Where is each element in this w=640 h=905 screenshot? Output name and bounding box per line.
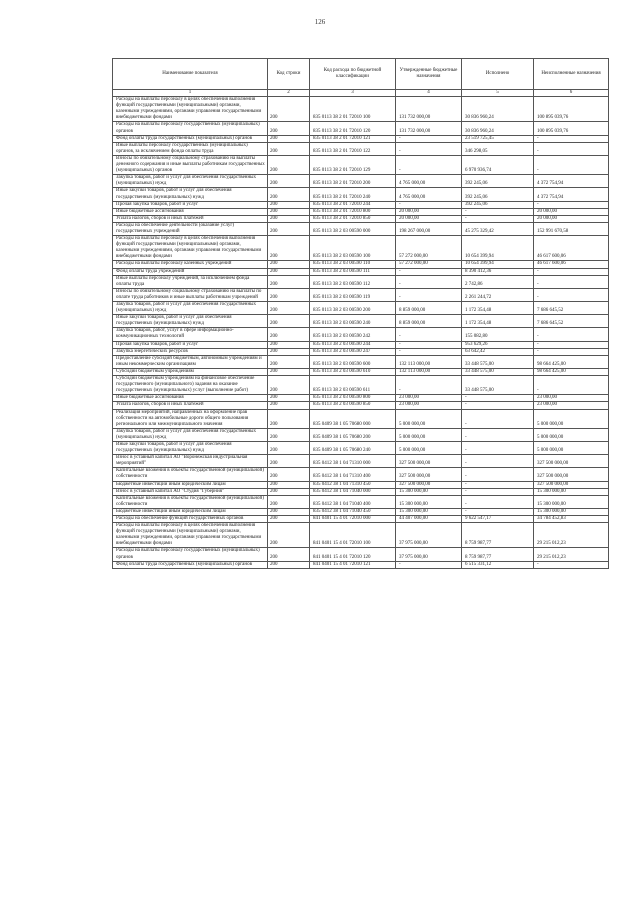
cell-executed: - (462, 402, 534, 409)
cell-line-code: 200 (268, 135, 310, 142)
cell-approved: - (396, 328, 462, 341)
cell-approved: - (396, 275, 462, 288)
cell-line-code: 200 (268, 315, 310, 328)
cell-executed: 1 172 354,48 (462, 315, 534, 328)
table-row (113, 302, 609, 315)
cell-budget-code: 835 0113 38 2 03 00590 111 (310, 268, 396, 275)
cell-budget-code: 835 0113 38 2 01 72010 200 (310, 175, 396, 188)
cell-unexecuted: - (534, 288, 609, 301)
cell-executed: 6 970 936,74 (462, 155, 534, 174)
cell-executed: - (462, 488, 534, 495)
cell-approved: - (396, 561, 462, 568)
cell-indicator-name: Реализация мероприятий, направленных на оформление прав собственности на автомобильные дороги общего пользования регионального или межмуниципального значения (113, 409, 268, 428)
header-unexecuted: Неисполненные назначения (534, 59, 609, 90)
cell-executed: 8 759 987,77 (462, 548, 534, 561)
cell-unexecuted: 7 686 645,52 (534, 302, 609, 315)
cell-indicator-name: Расходы на выплаты персоналу в целях обеспечения выполнения функций государственными (муниципальными) органами, казенными учреждениями, органами управления государственными внебюджетными фондами (113, 97, 268, 122)
table-row (113, 341, 609, 348)
table-row (113, 548, 609, 561)
cell-unexecuted: 29 215 012,23 (534, 523, 609, 548)
table-row (113, 97, 609, 122)
cell-budget-code: 835 0412 38 1 04 71310 400 (310, 468, 396, 481)
cell-executed: 33 448 575,00 (462, 355, 534, 368)
cell-approved: 37 975 000,00 (396, 548, 462, 561)
cell-line-code: 200 (268, 468, 310, 481)
cell-budget-code: 841 0401 15 4 01 72010 100 (310, 523, 396, 548)
cell-approved: - (396, 288, 462, 301)
cell-indicator-name: Фонд оплаты труда государственных (муниципальных) органов (113, 561, 268, 568)
cell-unexecuted: 5 000 000,00 (534, 409, 609, 428)
cell-budget-code: 835 0113 38 2 03 00590 611 (310, 376, 396, 395)
table-row (113, 261, 609, 268)
cell-approved: 57 272 000,00 (396, 236, 462, 261)
cell-executed: 10 654 399,94 (462, 261, 534, 268)
header-line-code: Код строки (268, 59, 310, 90)
cell-budget-code: 835 0113 38 2 03 00590 112 (310, 275, 396, 288)
cell-line-code: 200 (268, 208, 310, 215)
table-row (113, 495, 609, 508)
cell-line-code: 200 (268, 561, 310, 568)
cell-indicator-name: Взнос в уставный капитал АО "Студия "Губерния" (113, 488, 268, 495)
cell-approved: 20 000,00 (396, 208, 462, 215)
cell-line-code: 200 (268, 261, 310, 268)
cell-executed: 953 629,26 (462, 341, 534, 348)
cell-line-code: 200 (268, 302, 310, 315)
cell-budget-code: 841 0401 15 4 01 72010 120 (310, 548, 396, 561)
cell-budget-code: 835 0113 38 2 03 00590 242 (310, 328, 396, 341)
cell-approved: 23 000,00 (396, 395, 462, 402)
cell-executed: - (462, 409, 534, 428)
column-number-row (113, 90, 609, 97)
cell-indicator-name: Закупка энергетических ресурсов (113, 348, 268, 355)
cell-line-code: 200 (268, 368, 310, 375)
header-executed: Исполнено (462, 59, 534, 90)
cell-line-code: 200 (268, 495, 310, 508)
cell-budget-code: 835 0113 38 2 01 72010 129 (310, 155, 396, 174)
cell-unexecuted: 152 991 670,58 (534, 222, 609, 235)
cell-budget-code: 835 0412 38 1 04 71310 000 (310, 455, 396, 468)
cell-line-code: 200 (268, 268, 310, 275)
column-number: 4 (396, 90, 462, 97)
cell-indicator-name: Иные закупки товаров, работ и услуг для обеспечения государственных (муниципальных) нужд (113, 315, 268, 328)
cell-budget-code: 841 0401 15 4 01 72010 121 (310, 561, 396, 568)
header-budget-code: Код расхода по бюджетной классификации (310, 59, 396, 90)
cell-unexecuted: - (534, 135, 609, 142)
cell-line-code: 200 (268, 488, 310, 495)
cell-executed: 30 836 960,24 (462, 122, 534, 135)
cell-indicator-name: Уплата налогов, сборов и иных платежей (113, 215, 268, 222)
table-row (113, 409, 609, 428)
cell-unexecuted: 20 000,00 (534, 215, 609, 222)
table-row (113, 355, 609, 368)
cell-indicator-name: Расходы на выплаты персоналу государственных (муниципальных) органов (113, 122, 268, 135)
cell-executed: 63 642,42 (462, 348, 534, 355)
cell-indicator-name: Взносы по обязательному социальному страхованию на выплаты денежного содержания и иные выплаты работникам государственных (муниципальных) органов (113, 155, 268, 174)
table-row (113, 455, 609, 468)
cell-budget-code: 835 0113 38 2 01 72010 244 (310, 201, 396, 208)
cell-approved: - (396, 268, 462, 275)
cell-executed: 30 836 960,24 (462, 97, 534, 122)
cell-unexecuted: 4 372 754,94 (534, 188, 609, 201)
cell-indicator-name: Бюджетные инвестиции иным юридическим лицам (113, 508, 268, 515)
cell-unexecuted: 5 000 000,00 (534, 428, 609, 441)
table-row (113, 208, 609, 215)
table-row (113, 523, 609, 548)
cell-budget-code: 835 0113 38 2 03 00590 850 (310, 402, 396, 409)
table-row (113, 155, 609, 174)
cell-executed: - (462, 215, 534, 222)
table-row (113, 376, 609, 395)
cell-unexecuted: 46 617 600,06 (534, 261, 609, 268)
cell-budget-code: 835 0113 38 2 03 00590 600 (310, 355, 396, 368)
cell-line-code: 200 (268, 288, 310, 301)
cell-indicator-name: Закупка товаров, работ и услуг для обеспечения государственных (муниципальных) нужд (113, 175, 268, 188)
cell-indicator-name: Расходы на выплаты персоналу государственных (муниципальных) органов (113, 548, 268, 561)
table-row (113, 188, 609, 201)
cell-approved: 20 000,00 (396, 215, 462, 222)
cell-executed: 8 759 987,77 (462, 523, 534, 548)
cell-unexecuted: 98 664 425,00 (534, 355, 609, 368)
cell-executed: - (462, 441, 534, 454)
cell-line-code: 200 (268, 328, 310, 341)
cell-approved: 15 300 000,00 (396, 495, 462, 508)
cell-approved: 57 272 000,00 (396, 261, 462, 268)
cell-unexecuted: - (534, 142, 609, 155)
cell-budget-code: 835 0113 38 2 03 00590 100 (310, 236, 396, 261)
cell-line-code: 200 (268, 402, 310, 409)
cell-budget-code: 835 0412 38 1 04 71040 400 (310, 495, 396, 508)
cell-indicator-name: Капитальные вложения в объекты государственной (муниципальной) собственности (113, 495, 268, 508)
cell-line-code: 200 (268, 97, 310, 122)
table-row (113, 315, 609, 328)
cell-indicator-name: Прочая закупка товаров, работ и услуг (113, 201, 268, 208)
table-row (113, 395, 609, 402)
cell-executed: - (462, 455, 534, 468)
table-row (113, 508, 609, 515)
cell-indicator-name: Закупка товаров, работ, услуг в сфере информационно-коммуникационных технологий (113, 328, 268, 341)
cell-budget-code: 835 0409 38 1 05 70680 240 (310, 441, 396, 454)
cell-unexecuted: 23 000,00 (534, 402, 609, 409)
cell-budget-code: 835 0412 38 1 04 71040 450 (310, 508, 396, 515)
cell-budget-code: 835 0113 38 2 01 72010 850 (310, 215, 396, 222)
table-row (113, 516, 609, 523)
cell-approved: 327 500 000,00 (396, 468, 462, 481)
cell-line-code: 200 (268, 455, 310, 468)
cell-executed: - (462, 468, 534, 481)
cell-budget-code: 835 0113 38 2 03 00590 110 (310, 261, 396, 268)
header-row (113, 59, 609, 90)
cell-approved: 198 267 000,00 (396, 222, 462, 235)
cell-budget-code: 841 0401 15 4 01 72010 000 (310, 516, 396, 523)
cell-executed: 2 261 244,72 (462, 288, 534, 301)
cell-budget-code: 835 0113 38 2 03 00590 800 (310, 395, 396, 402)
cell-indicator-name: Прочая закупка товаров, работ и услуг (113, 341, 268, 348)
cell-approved: 132 113 000,00 (396, 368, 462, 375)
cell-indicator-name: Предоставление субсидий бюджетным, автономным учреждениям и иным некоммерческим организациям (113, 355, 268, 368)
cell-approved: 4 765 000,00 (396, 188, 462, 201)
table-row (113, 201, 609, 208)
cell-budget-code: 835 0409 38 1 05 70680 000 (310, 409, 396, 428)
table-row (113, 481, 609, 488)
cell-indicator-name: Иные выплаты персоналу государственных (муниципальных) органов, за исключением фонда оплаты труда (113, 142, 268, 155)
cell-executed: 45 275 329,42 (462, 222, 534, 235)
column-number: 2 (268, 90, 310, 97)
cell-indicator-name: Расходы на выплаты персоналу в целях обеспечения выполнения функций государственными (муниципальными) органами, казенными учреждениями, органами управления государственными внебюджетными фондами (113, 523, 268, 548)
cell-budget-code: 835 0113 38 2 01 72010 240 (310, 188, 396, 201)
cell-approved: 5 000 000,00 (396, 409, 462, 428)
table-row (113, 275, 609, 288)
cell-approved: 327 500 000,00 (396, 481, 462, 488)
cell-indicator-name: Расходы на обеспечение функций государственных органов (113, 516, 268, 523)
cell-unexecuted: - (534, 268, 609, 275)
cell-approved: 327 500 000,00 (396, 455, 462, 468)
cell-approved: - (396, 348, 462, 355)
table-row (113, 402, 609, 409)
cell-line-code: 200 (268, 201, 310, 208)
table-row (113, 135, 609, 142)
cell-executed: 392 245,06 (462, 175, 534, 188)
table-row (113, 428, 609, 441)
column-number: 5 (462, 90, 534, 97)
cell-line-code: 200 (268, 516, 310, 523)
cell-unexecuted: 46 617 600,06 (534, 236, 609, 261)
cell-line-code: 200 (268, 122, 310, 135)
cell-approved: 23 000,00 (396, 402, 462, 409)
cell-line-code: 200 (268, 188, 310, 201)
cell-executed: - (462, 208, 534, 215)
cell-budget-code: 835 0412 38 1 04 71040 000 (310, 488, 396, 495)
cell-budget-code: 835 0113 38 2 03 00590 200 (310, 302, 396, 315)
cell-line-code: 200 (268, 175, 310, 188)
table-row (113, 468, 609, 481)
table-row (113, 288, 609, 301)
cell-executed: - (462, 495, 534, 508)
cell-approved: - (396, 155, 462, 174)
table-row (113, 368, 609, 375)
cell-line-code: 200 (268, 155, 310, 174)
cell-unexecuted: 327 500 000,00 (534, 455, 609, 468)
cell-line-code: 200 (268, 376, 310, 395)
cell-budget-code: 835 0409 38 1 05 70680 200 (310, 428, 396, 441)
table-row (113, 236, 609, 261)
cell-unexecuted: 23 000,00 (534, 395, 609, 402)
cell-approved: 131 732 000,00 (396, 97, 462, 122)
cell-unexecuted: 15 300 000,00 (534, 488, 609, 495)
cell-unexecuted: - (534, 348, 609, 355)
table-row (113, 441, 609, 454)
cell-line-code: 200 (268, 341, 310, 348)
cell-indicator-name: Расходы на выплаты персоналу казенных учреждений (113, 261, 268, 268)
cell-unexecuted: 20 000,00 (534, 208, 609, 215)
page-number: 126 (314, 18, 326, 26)
cell-approved: 44 407 000,00 (396, 516, 462, 523)
cell-unexecuted: - (534, 341, 609, 348)
cell-approved: 4 765 000,00 (396, 175, 462, 188)
cell-unexecuted: 100 895 039,76 (534, 122, 609, 135)
cell-approved: 5 000 000,00 (396, 441, 462, 454)
cell-line-code: 200 (268, 355, 310, 368)
cell-line-code: 200 (268, 348, 310, 355)
cell-executed: 392 245,06 (462, 188, 534, 201)
cell-indicator-name: Фонд оплаты труда государственных (муниципальных) органов (113, 135, 268, 142)
table-row (113, 142, 609, 155)
cell-line-code: 200 (268, 523, 310, 548)
cell-indicator-name: Иные закупки товаров, работ и услуг для обеспечения государственных (муниципальных) нужд (113, 441, 268, 454)
table-row (113, 175, 609, 188)
table-row (113, 122, 609, 135)
cell-budget-code: 835 0113 38 2 01 72010 121 (310, 135, 396, 142)
cell-approved: - (396, 376, 462, 395)
cell-unexecuted: - (534, 275, 609, 288)
column-number: 3 (310, 90, 396, 97)
cell-approved: 37 975 000,00 (396, 523, 462, 548)
cell-indicator-name: Расходы на обеспечение деятельности (оказание услуг) государственных учреждений (113, 222, 268, 235)
cell-budget-code: 835 0412 38 1 04 71310 450 (310, 481, 396, 488)
cell-indicator-name: Бюджетные инвестиции иным юридическим лицам (113, 481, 268, 488)
cell-approved: - (396, 142, 462, 155)
table-row (113, 561, 609, 568)
cell-unexecuted: - (534, 328, 609, 341)
cell-unexecuted: - (534, 155, 609, 174)
cell-unexecuted: 15 300 000,00 (534, 495, 609, 508)
cell-line-code: 200 (268, 441, 310, 454)
cell-executed: 8 390 412,36 (462, 268, 534, 275)
cell-unexecuted: 100 895 039,76 (534, 97, 609, 122)
cell-executed: 9 622 547,17 (462, 516, 534, 523)
table-row (113, 222, 609, 235)
cell-indicator-name: Фонд оплаты труда учреждений (113, 268, 268, 275)
cell-line-code: 200 (268, 548, 310, 561)
cell-approved: 131 732 000,00 (396, 122, 462, 135)
cell-indicator-name: Закупка товаров, работ и услуг для обеспечения государственных (муниципальных) нужд (113, 428, 268, 441)
cell-line-code: 200 (268, 215, 310, 222)
cell-executed: - (462, 481, 534, 488)
cell-unexecuted: 327 500 000,00 (534, 468, 609, 481)
cell-executed: 392 245,06 (462, 201, 534, 208)
cell-line-code: 200 (268, 236, 310, 261)
cell-unexecuted: - (534, 561, 609, 568)
cell-approved: 15 300 000,00 (396, 488, 462, 495)
cell-executed: - (462, 508, 534, 515)
cell-indicator-name: Капитальные вложения в объекты государственной (муниципальной) собственности (113, 468, 268, 481)
cell-line-code: 200 (268, 508, 310, 515)
cell-budget-code: 835 0113 38 2 01 72010 122 (310, 142, 396, 155)
header-approved: Утвержденные бюджетные назначения (396, 59, 462, 90)
cell-indicator-name: Субсидии бюджетным учреждениям на финансовое обеспечение государственного (муниципального) задания на оказание государственных (муниципальных) услуг (выполнение работ) (113, 376, 268, 395)
cell-indicator-name: Расходы на выплаты персоналу в целях обеспечения выполнения функций государственными (муниципальными) органами, казенными учреждениями, органами управления государственными внебюджетными фондами (113, 236, 268, 261)
cell-unexecuted: - (534, 376, 609, 395)
table-row (113, 215, 609, 222)
cell-indicator-name: Взнос в уставный капитал АО "Воронежская индустриальная мероприятий" (113, 455, 268, 468)
cell-indicator-name: Иные бюджетные ассигнования (113, 395, 268, 402)
cell-line-code: 200 (268, 395, 310, 402)
cell-executed: 23 519 725,45 (462, 135, 534, 142)
cell-executed: 2 742,86 (462, 275, 534, 288)
cell-budget-code: 835 0113 38 2 03 00590 000 (310, 222, 396, 235)
cell-unexecuted: - (534, 201, 609, 208)
cell-unexecuted: 327 500 000,00 (534, 481, 609, 488)
cell-unexecuted: 34 784 452,83 (534, 516, 609, 523)
column-number: 6 (534, 90, 609, 97)
cell-indicator-name: Иные закупки товаров, работ и услуг для обеспечения государственных (муниципальных) нужд (113, 188, 268, 201)
column-number: 1 (113, 90, 268, 97)
cell-budget-code: 835 0113 38 2 03 00590 240 (310, 315, 396, 328)
cell-approved: - (396, 135, 462, 142)
cell-line-code: 200 (268, 409, 310, 428)
cell-executed: 346 298,05 (462, 142, 534, 155)
table-row (113, 348, 609, 355)
cell-line-code: 200 (268, 428, 310, 441)
cell-executed: - (462, 428, 534, 441)
cell-approved: 5 000 000,00 (396, 428, 462, 441)
cell-unexecuted: 15 300 000,00 (534, 508, 609, 515)
cell-line-code: 200 (268, 481, 310, 488)
cell-indicator-name: Уплата налогов, сборов и иных платежей (113, 402, 268, 409)
cell-unexecuted: 7 686 645,52 (534, 315, 609, 328)
header-indicator-name: Наименование показателя (113, 59, 268, 90)
cell-indicator-name: Иные бюджетные ассигнования (113, 208, 268, 215)
cell-line-code: 200 (268, 222, 310, 235)
cell-line-code: 200 (268, 142, 310, 155)
cell-indicator-name: Субсидии бюджетным учреждениям (113, 368, 268, 375)
cell-indicator-name: Иные выплаты персоналу учреждений, за исключением фонда оплаты труда (113, 275, 268, 288)
cell-budget-code: 835 0113 38 2 01 72010 100 (310, 97, 396, 122)
cell-budget-code: 835 0113 38 2 01 72010 800 (310, 208, 396, 215)
cell-executed: 33 448 575,00 (462, 368, 534, 375)
table-row (113, 268, 609, 275)
budget-execution-table (112, 58, 609, 569)
cell-indicator-name: Взносы по обязательному социальному страхованию на выплаты по оплате труда работников и иные выплаты работникам учреждений (113, 288, 268, 301)
cell-approved: 15 300 000,00 (396, 508, 462, 515)
cell-budget-code: 835 0113 38 2 01 72010 120 (310, 122, 396, 135)
cell-unexecuted: 5 000 000,00 (534, 441, 609, 454)
cell-approved: 8 859 000,00 (396, 315, 462, 328)
cell-approved: - (396, 201, 462, 208)
cell-budget-code: 835 0113 38 2 03 00590 247 (310, 348, 396, 355)
cell-executed: 6 515 331,12 (462, 561, 534, 568)
cell-executed: 10 654 399,94 (462, 236, 534, 261)
cell-unexecuted: 4 372 754,94 (534, 175, 609, 188)
table-row (113, 328, 609, 341)
cell-indicator-name: Закупка товаров, работ и услуг для обеспечения государственных (муниципальных) нужд (113, 302, 268, 315)
cell-budget-code: 835 0113 38 2 03 00590 610 (310, 368, 396, 375)
cell-approved: 8 859 000,00 (396, 302, 462, 315)
cell-executed: 33 448 575,00 (462, 376, 534, 395)
cell-approved: - (396, 341, 462, 348)
cell-executed: - (462, 395, 534, 402)
cell-budget-code: 835 0113 38 2 03 00590 119 (310, 288, 396, 301)
cell-unexecuted: 29 215 012,23 (534, 548, 609, 561)
cell-executed: 1 172 354,48 (462, 302, 534, 315)
table-row (113, 488, 609, 495)
cell-line-code: 200 (268, 275, 310, 288)
cell-approved: 132 113 000,00 (396, 355, 462, 368)
cell-unexecuted: 98 664 425,00 (534, 368, 609, 375)
cell-budget-code: 835 0113 38 2 03 00590 244 (310, 341, 396, 348)
cell-executed: 155 082,80 (462, 328, 534, 341)
